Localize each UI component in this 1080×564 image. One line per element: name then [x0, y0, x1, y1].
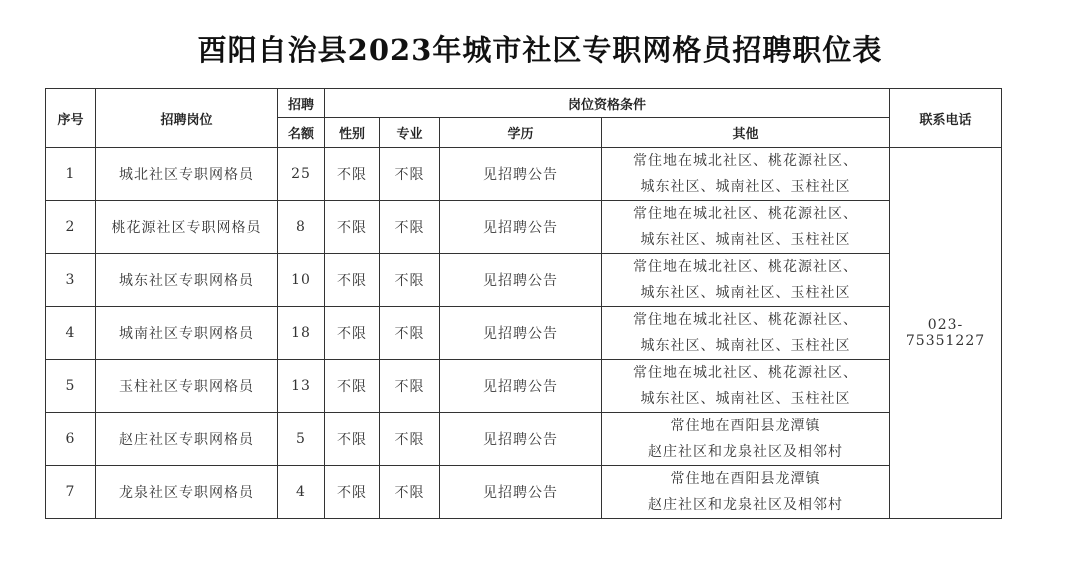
row-position: 赵庄社区专职网格员 [96, 413, 278, 466]
row-other-line2: 城东社区、城南社区、玉柱社区 [640, 285, 851, 301]
row-position: 玉柱社区专职网格员 [96, 360, 278, 413]
row-other [602, 466, 890, 519]
row-position: 城东社区专职网格员 [96, 254, 278, 307]
row-quota: 13 [278, 360, 325, 413]
row-other-line1: 常住地在城北社区、桃花源社区、 [633, 312, 858, 328]
row-other-line1: 常住地在酉阳县龙潭镇 [670, 418, 821, 434]
row-gender: 不限 [325, 148, 380, 201]
row-quota: 10 [278, 254, 325, 307]
row-education: 见招聘公告 [440, 466, 602, 519]
row-major: 不限 [380, 413, 440, 466]
contact-phone: 023-75351227 [890, 148, 1002, 519]
row-other [602, 307, 890, 360]
row-major: 不限 [380, 254, 440, 307]
row-education: 见招聘公告 [440, 254, 602, 307]
row-seq: 5 [46, 360, 96, 413]
row-gender: 不限 [325, 360, 380, 413]
row-education: 见招聘公告 [440, 307, 602, 360]
row-other-line2: 城东社区、城南社区、玉柱社区 [640, 391, 851, 407]
row-gender: 不限 [325, 254, 380, 307]
table-row [46, 307, 1002, 360]
row-gender: 不限 [325, 201, 380, 254]
row-quota: 18 [278, 307, 325, 360]
header-education: 学历 [440, 118, 602, 148]
header-quota-top: 招聘 [278, 89, 325, 118]
table-row [46, 413, 1002, 466]
page-title: 酉阳自治县2023年城市社区专职网格员招聘职位表 [197, 33, 883, 67]
row-major: 不限 [380, 148, 440, 201]
row-position: 桃花源社区专职网格员 [96, 201, 278, 254]
row-gender: 不限 [325, 413, 380, 466]
header-row-top [46, 89, 1002, 118]
row-other [602, 360, 890, 413]
row-position: 龙泉社区专职网格员 [96, 466, 278, 519]
row-other [602, 201, 890, 254]
header-phone: 联系电话 [890, 89, 1002, 148]
table-row [46, 360, 1002, 413]
recruitment-table [45, 88, 1002, 519]
header-gender: 性别 [325, 118, 380, 148]
row-quota: 4 [278, 466, 325, 519]
row-other [602, 254, 890, 307]
row-other-line1: 常住地在城北社区、桃花源社区、 [633, 365, 858, 381]
row-seq: 2 [46, 201, 96, 254]
row-other-line2: 城东社区、城南社区、玉柱社区 [640, 179, 851, 195]
row-seq: 7 [46, 466, 96, 519]
row-gender: 不限 [325, 307, 380, 360]
row-other [602, 148, 890, 201]
row-other-line1: 常住地在城北社区、桃花源社区、 [633, 259, 858, 275]
row-education: 见招聘公告 [440, 201, 602, 254]
row-other-line2: 城东社区、城南社区、玉柱社区 [640, 232, 851, 248]
row-education: 见招聘公告 [440, 413, 602, 466]
row-quota: 8 [278, 201, 325, 254]
table-row [46, 201, 1002, 254]
row-seq: 3 [46, 254, 96, 307]
row-position: 城南社区专职网格员 [96, 307, 278, 360]
row-seq: 1 [46, 148, 96, 201]
table-row [46, 466, 1002, 519]
row-major: 不限 [380, 466, 440, 519]
row-education: 见招聘公告 [440, 360, 602, 413]
row-quota: 5 [278, 413, 325, 466]
row-other-line1: 常住地在城北社区、桃花源社区、 [633, 206, 858, 222]
row-position: 城北社区专职网格员 [96, 148, 278, 201]
row-gender: 不限 [325, 466, 380, 519]
row-other-line2: 赵庄社区和龙泉社区及相邻村 [648, 497, 843, 513]
header-other: 其他 [602, 118, 890, 148]
row-major: 不限 [380, 307, 440, 360]
header-qualifications: 岗位资格条件 [325, 89, 890, 118]
header-quota-bottom: 名额 [278, 118, 325, 148]
row-quota: 25 [278, 148, 325, 201]
row-other-line1: 常住地在城北社区、桃花源社区、 [633, 153, 858, 169]
row-seq: 6 [46, 413, 96, 466]
row-other-line2: 城东社区、城南社区、玉柱社区 [640, 338, 851, 354]
row-seq: 4 [46, 307, 96, 360]
row-major: 不限 [380, 360, 440, 413]
row-other-line2: 赵庄社区和龙泉社区及相邻村 [648, 444, 843, 460]
table-row [46, 148, 1002, 201]
header-seq: 序号 [46, 89, 96, 148]
row-major: 不限 [380, 201, 440, 254]
row-education: 见招聘公告 [440, 148, 602, 201]
table-row [46, 254, 1002, 307]
header-position: 招聘岗位 [96, 89, 278, 148]
header-major: 专业 [380, 118, 440, 148]
row-other [602, 413, 890, 466]
row-other-line1: 常住地在酉阳县龙潭镇 [670, 471, 821, 487]
